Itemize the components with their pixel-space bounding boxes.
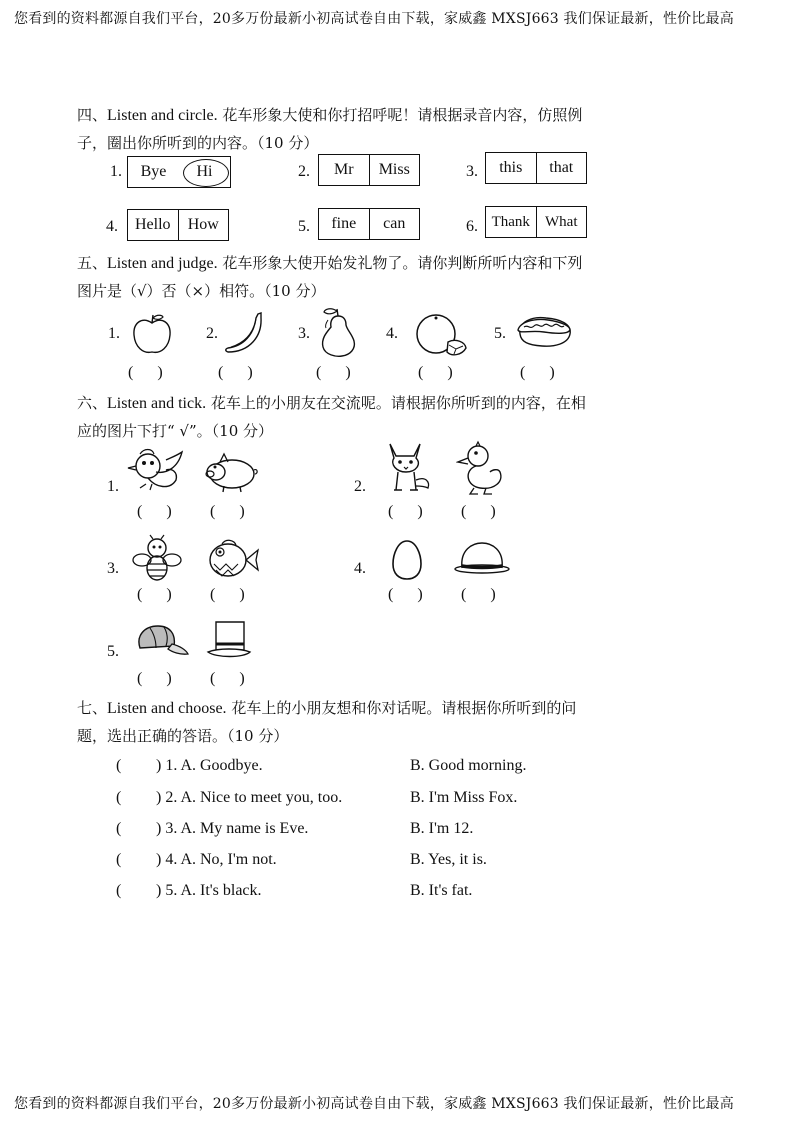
option-b[interactable]: B. Good morning.: [410, 757, 527, 774]
bottom-banner: 您看到的资料都源自我们平台，20多万份最新小初高试卷自由下载，家威鑫 MXSJ663 我们保证最新，性价比最高: [14, 1096, 734, 1112]
section5-title-en: Listen and judge.: [107, 255, 218, 272]
answer-open-paren[interactable]: (: [116, 820, 122, 837]
top-hat-icon: [204, 618, 254, 660]
s4-word-left[interactable]: fine: [331, 215, 357, 232]
section5-label: 五、: [77, 254, 108, 272]
option-b[interactable]: B. It's fat.: [410, 882, 473, 899]
answer-open-paren[interactable]: (: [116, 757, 122, 774]
section7-heading-line1: [77, 697, 576, 720]
top-banner: 您看到的资料都源自我们平台，20多万份最新小初高试卷自由下载，家威鑫 MXSJ663 我们保证最新，性价比最高: [14, 11, 734, 27]
section4-label: 四、: [77, 106, 108, 124]
answer-parentheses[interactable]: ( ): [316, 364, 351, 381]
s4-word-left[interactable]: Hello: [134, 216, 171, 233]
section4-instruction: 花车形象大使和你打招呼呢！请根据录音内容，仿照例: [217, 106, 583, 124]
section7-label: 七、: [77, 699, 108, 717]
duck-icon: [456, 440, 508, 496]
s4-word-right[interactable]: Hi: [196, 163, 213, 180]
s4-item-number: 2.: [298, 163, 310, 180]
answer-parentheses[interactable]: ( ): [218, 364, 253, 381]
section5-heading-line2: 图片是（√）否（×）相符。（10 分）: [77, 282, 326, 300]
section6-instruction: 花车上的小朋友在交流呢。请根据你所听到的内容，在相: [206, 394, 586, 412]
section6-heading-line2: 应的图片下打“ √”。（10 分）: [77, 422, 274, 440]
answer-parentheses[interactable]: ( ): [210, 503, 245, 520]
section5-heading-line1: [77, 252, 582, 275]
s5-item-number: 1.: [108, 325, 120, 342]
s4-word-left[interactable]: Bye: [140, 163, 167, 180]
apple-icon: [130, 312, 174, 356]
answer-parentheses[interactable]: ( ): [520, 364, 555, 381]
egg-icon: [390, 538, 424, 582]
s4-word-right[interactable]: can: [369, 209, 420, 239]
s4-word-box-4: [127, 209, 229, 241]
answer-parentheses[interactable]: ( ): [388, 503, 423, 520]
bird-icon: [126, 446, 186, 496]
banana-icon: [222, 310, 266, 356]
fish-icon: [204, 536, 260, 584]
s5-item-number: 3.: [298, 325, 310, 342]
option-a[interactable]: ) 1. A. Goodbye.: [156, 757, 263, 774]
example-circle-mark: [183, 159, 229, 187]
s4-item-number: 6.: [466, 218, 478, 235]
section7-title-en: Listen and choose.: [107, 700, 227, 717]
s5-item-number: 5.: [494, 325, 506, 342]
section5-instruction: 花车形象大使开始发礼物了。请你判断所听内容和下列: [217, 254, 583, 272]
pig-icon: [202, 450, 260, 494]
s5-item-number: 4.: [386, 325, 398, 342]
answer-open-paren[interactable]: (: [116, 851, 122, 868]
s4-item-number: 4.: [106, 218, 118, 235]
section4-heading-line1: [77, 104, 582, 127]
s4-word-left[interactable]: Mr: [333, 161, 354, 178]
round-hat-icon: [452, 540, 512, 576]
answer-parentheses[interactable]: ( ): [210, 586, 245, 603]
s4-word-box-5: [318, 208, 420, 240]
option-b[interactable]: B. Yes, it is.: [410, 851, 487, 868]
s4-word-box-3: [485, 152, 587, 184]
s4-word-box-2: [318, 154, 420, 186]
s6-item-number: 4.: [354, 560, 366, 577]
s4-word-right[interactable]: What: [536, 207, 587, 237]
answer-parentheses[interactable]: ( ): [461, 586, 496, 603]
s4-word-right[interactable]: How: [178, 210, 229, 240]
s4-item-number: 5.: [298, 218, 310, 235]
fox-icon: [380, 440, 432, 496]
s4-word-right[interactable]: that: [536, 153, 587, 183]
answer-parentheses[interactable]: ( ): [461, 503, 496, 520]
section4-title-en: Listen and circle.: [107, 107, 218, 124]
s6-item-number: 5.: [107, 643, 119, 660]
section6-heading-line1: [77, 392, 586, 415]
s4-item-number: 3.: [466, 163, 478, 180]
option-a[interactable]: ) 4. A. No, I'm not.: [156, 851, 277, 868]
section7-instruction: 花车上的小朋友想和你对话呢。请根据你所听到的问: [226, 699, 577, 717]
answer-parentheses[interactable]: ( ): [128, 364, 163, 381]
s5-item-number: 2.: [206, 325, 218, 342]
answer-open-paren[interactable]: (: [116, 789, 122, 806]
option-a[interactable]: ) 2. A. Nice to meet you, too.: [156, 789, 343, 806]
orange-icon: [412, 312, 468, 358]
pear-icon: [316, 306, 362, 358]
s4-word-box-6: [485, 206, 587, 238]
section6-title-en: Listen and tick.: [107, 395, 207, 412]
option-b[interactable]: B. I'm 12.: [410, 820, 474, 837]
answer-parentheses[interactable]: ( ): [418, 364, 453, 381]
section4-heading-line2: 子，圈出你所听到的内容。（10 分）: [77, 134, 319, 152]
hotdog-icon: [514, 312, 574, 352]
answer-open-paren[interactable]: (: [116, 882, 122, 899]
bee-icon: [130, 534, 184, 584]
option-b[interactable]: B. I'm Miss Fox.: [410, 789, 518, 806]
answer-parentheses[interactable]: ( ): [388, 586, 423, 603]
s6-item-number: 2.: [354, 478, 366, 495]
s6-item-number: 1.: [107, 478, 119, 495]
answer-parentheses[interactable]: ( ): [137, 586, 172, 603]
s4-word-left[interactable]: Thank: [491, 213, 530, 230]
s4-word-left[interactable]: this: [499, 159, 523, 176]
option-a[interactable]: ) 3. A. My name is Eve.: [156, 820, 309, 837]
s6-item-number: 3.: [107, 560, 119, 577]
section7-heading-line2: 题，选出正确的答语。（10 分）: [77, 727, 289, 745]
answer-parentheses[interactable]: ( ): [137, 503, 172, 520]
option-a[interactable]: ) 5. A. It's black.: [156, 882, 262, 899]
s4-item-number: 1.: [110, 163, 122, 180]
answer-parentheses[interactable]: ( ): [137, 670, 172, 687]
answer-parentheses[interactable]: ( ): [210, 670, 245, 687]
cap-icon: [134, 622, 190, 658]
section6-label: 六、: [77, 394, 108, 412]
s4-word-right[interactable]: Miss: [369, 155, 420, 185]
